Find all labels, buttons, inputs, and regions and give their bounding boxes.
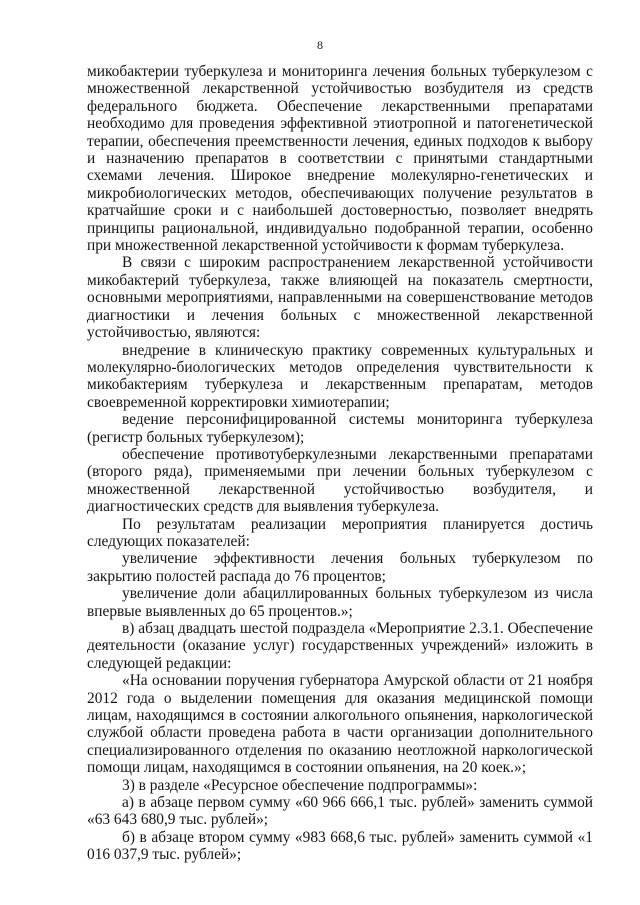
list-item-clinical-methods: внедрение в клиническую практику современных культуральных и молекулярно-биологических методов определения чувствительности к микобактериям туберкулеза и лекарственным препаратам, методов своевременной корректировки химиотерапии;: [87, 341, 593, 411]
list-item-monitoring-system: ведение персонифицированной системы мониторинга туберкулеза (регистр больных туберкулезом);: [87, 411, 593, 446]
paragraph-continuation: микобактерии туберкулеза и мониторинга лечения больных туберкулезом с множественной лекарственной устойчивостью возбудителя из средств федерального бюджета. Обеспечение лекарственными препаратами необходимо для проведения эффективной этиотропной и патогенетической терапии, обеспечения преемственности лечения, единых подходов к выбору и назначению препаратов в соответствии с принятыми стандартными схемами лечения. Широкое внедрение молекулярно-генетических и микробиологических методов, обеспечивающих получение результатов в кратчайшие сроки и с наибольшей достоверностью, позволяет внедрять принципы рациональной, индивидуально подобранной терапии, особенно при множественной лекарственной устойчивости к формам туберкулеза.: [87, 63, 593, 255]
list-item-abacillated-share: увеличение доли абациллированных больных туберкулезом из числа впервые выявленных до 65 процентов.»;: [87, 585, 593, 620]
paragraph-results-intro: По результатам реализации мероприятия планируется достичь следующих показателей:: [87, 515, 593, 550]
list-item-treatment-efficiency: увеличение эффективности лечения больных туберкулезом по закрытию полостей распада до 76 процентов;: [87, 550, 593, 585]
paragraph-quoted-new-text: «На основании поручения губернатора Амурской области от 21 ноября 2012 года о выделении помещения для оказания медицинской помощи лицам, находящимся в состоянии алкогольного опьянения, наркологической службой области проведена работа в части организации дополнительного специализированного отделения по оказанию неотложной наркологической помощи лицам, находящимся в состоянии опьянения, на 20 коек.»;: [87, 672, 593, 777]
paragraph-drug-resistance-intro: В связи с широким распространением лекарственной устойчивости микобактерий туберкулеза, также влияющей на показатель смертности, основными мероприятиями, направленными на совершенствование методов диагностики и лечения больных с множественной лекарственной устойчивостью, являются:: [87, 254, 593, 342]
paragraph-amendment-b: б) в абзаце втором сумму «983 668,6 тыс. рублей» заменить суммой «1 016 037,9 тыс. рублей»;: [87, 828, 593, 864]
paragraph-amendment-v: в) абзац двадцать шестой подраздела «Мероприятие 2.3.1. Обеспечение деятельности (оказание услуг) государственных учреждений» изложить в следующей редакции:: [87, 620, 593, 672]
page-number: 8: [317, 38, 323, 52]
document-body: [87, 63, 593, 864]
paragraph-section-3: 3) в разделе «Ресурсное обеспечение подпрограммы»:: [122, 776, 478, 794]
list-item-drug-provision: обеспечение противотуберкулезными лекарственными препаратами (второго ряда), применяемыми при лечении больных туберкулезом с множественной лекарственной устойчивостью возбудителя, и диагностических средств для выявления туберкулеза.: [87, 445, 593, 516]
paragraph-amendment-a: а) в абзаце первом сумму «60 966 666,1 тыс. рублей» заменить суммой «63 643 680,9 тыс. рублей»;: [87, 794, 593, 829]
